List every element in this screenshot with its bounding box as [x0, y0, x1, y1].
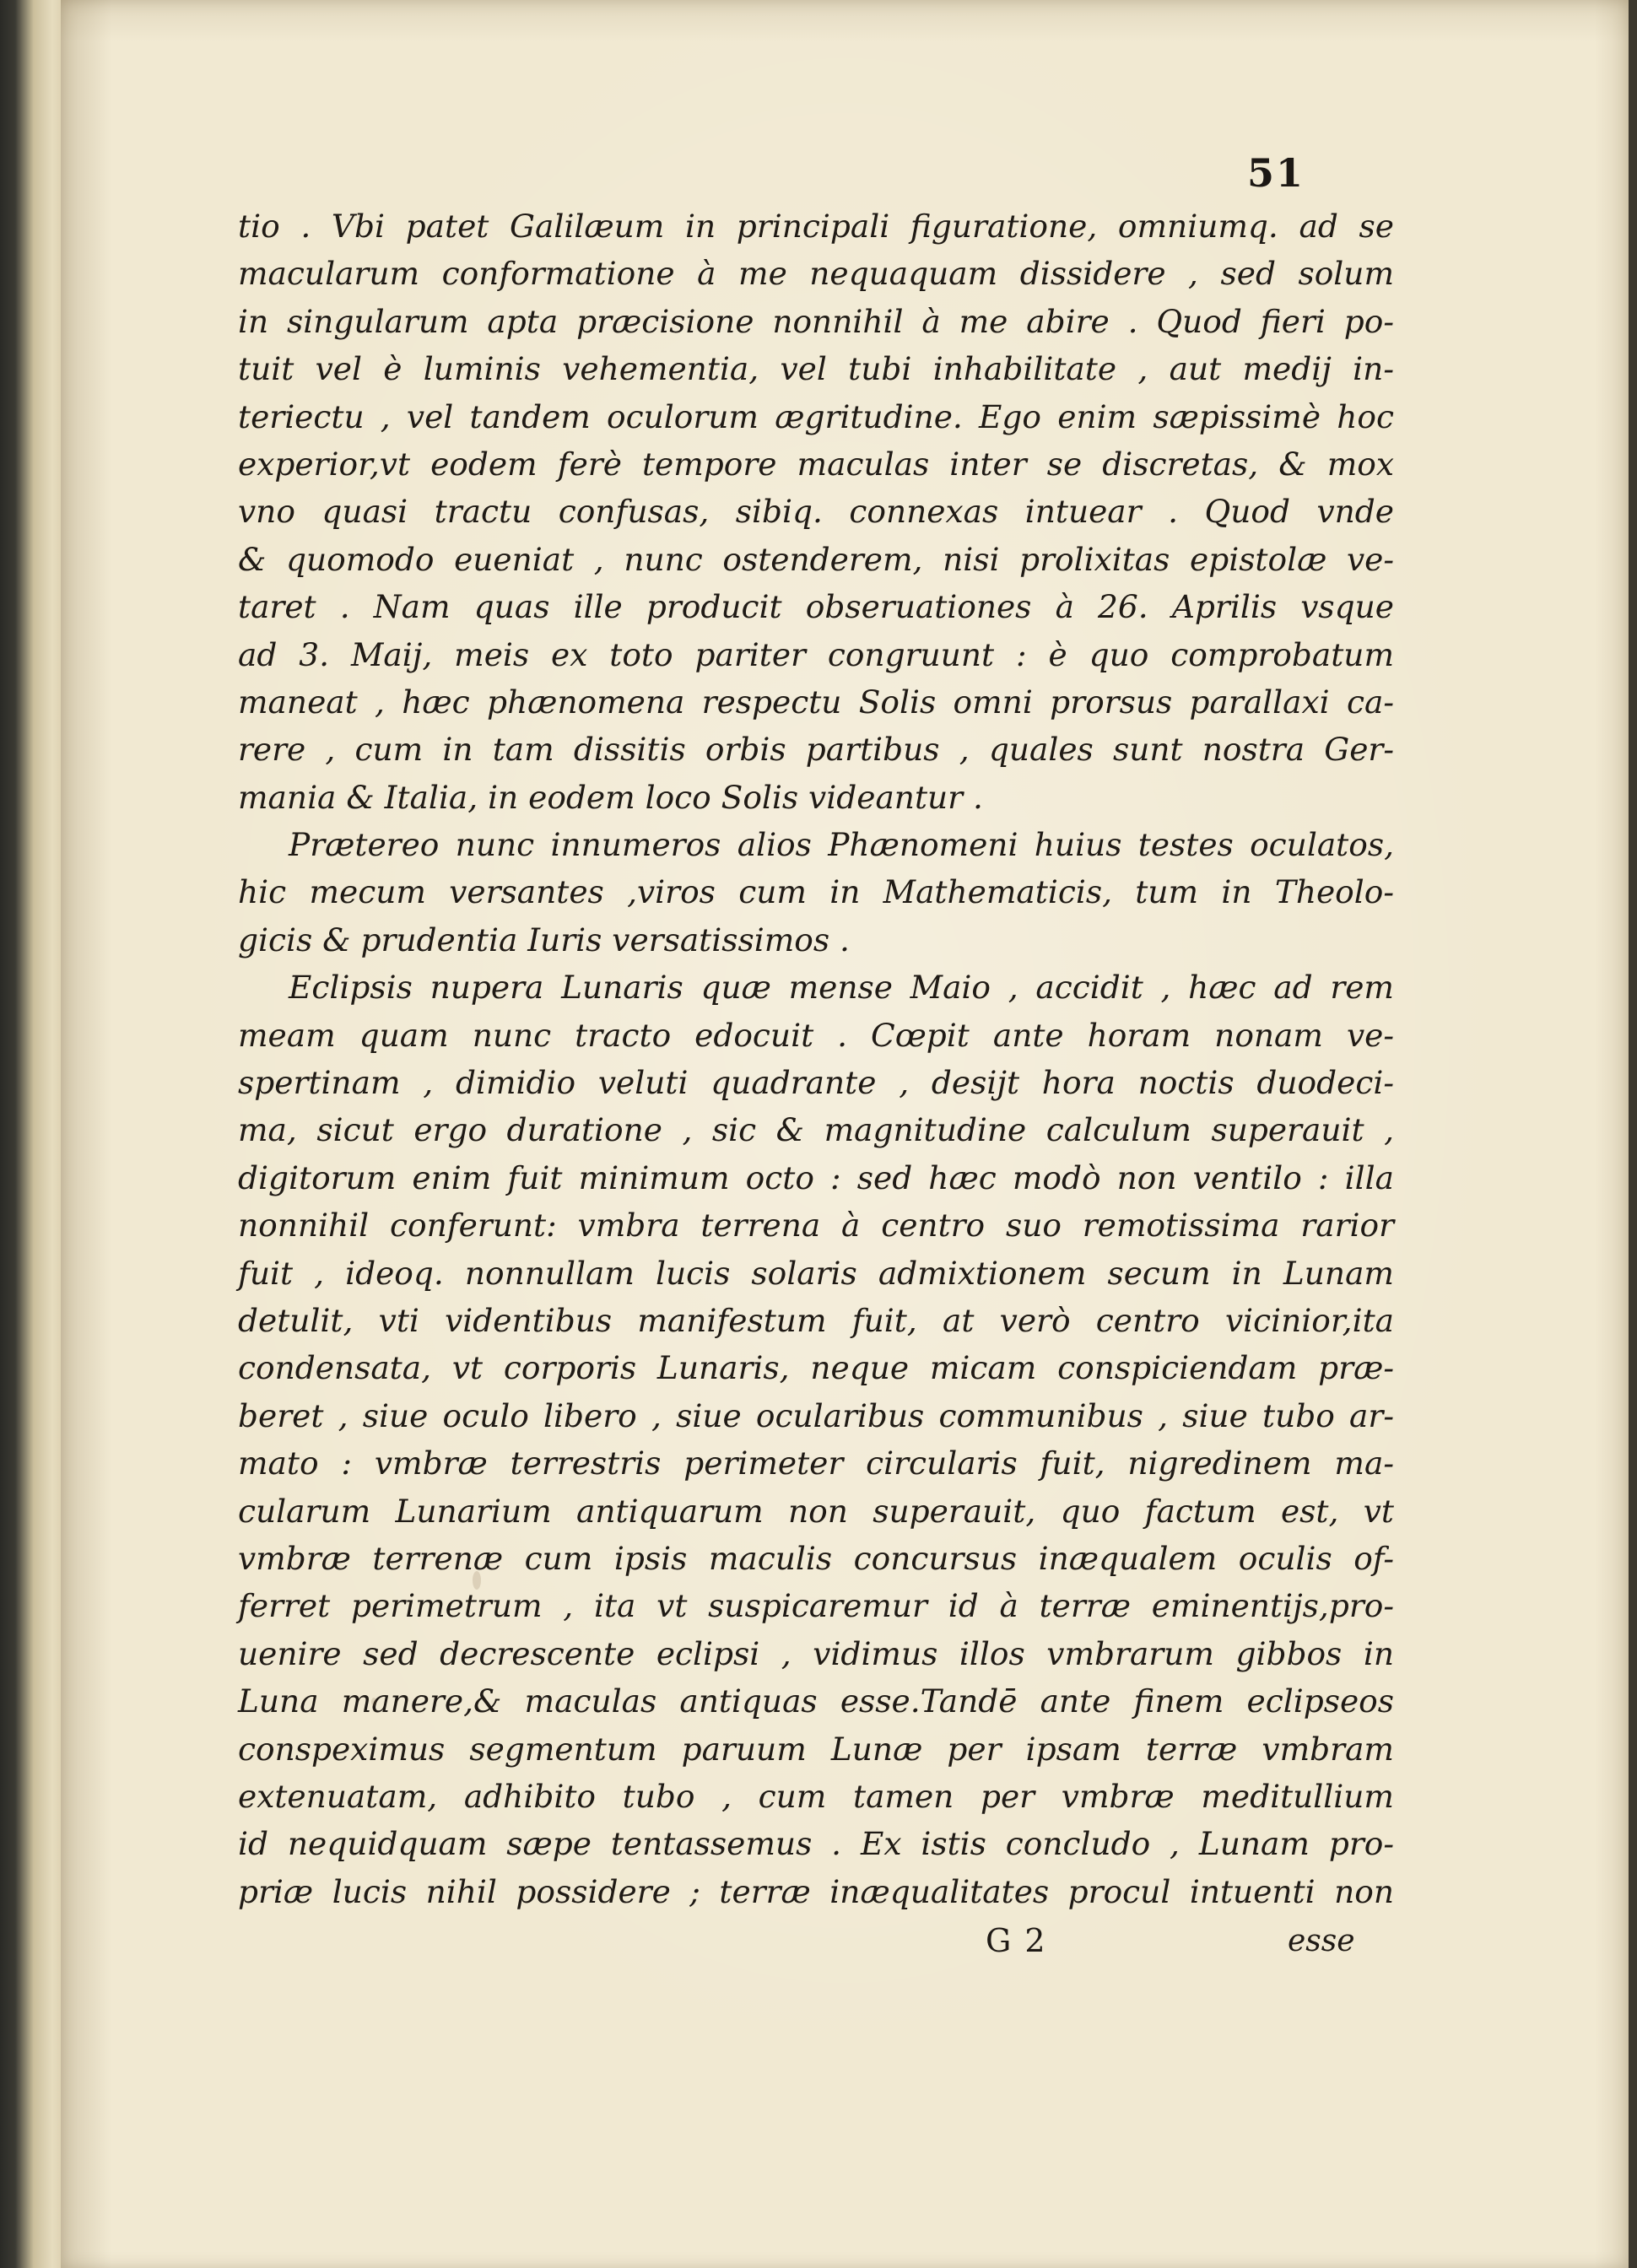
text-line: fuit , ideoq. nonnullam lucis solaris admixtionem secum in Lunam — [238, 1254, 1394, 1292]
body-text — [238, 202, 1394, 1915]
text-line: nonnihil conferunt: vmbra terrena à centro suo remotissima rarior — [238, 1207, 1394, 1245]
paper-stain — [371, 1698, 376, 1706]
text-line: spertinam , dimidio veluti quadrante , desijt hora noctis duodeci- — [238, 1064, 1394, 1102]
text-line: rere , cum in tam dissitis orbis partibus , quales sunt nostra Ger- — [238, 731, 1394, 769]
text-line: in singularum apta præcisione nonnihil à me abire . Quod fieri po- — [238, 302, 1394, 340]
text-line: vmbræ terrenæ cum ipsis maculis concursus inæqualem oculis of- — [238, 1539, 1394, 1577]
text-line: extenuatam, adhibito tubo , cum tamen per vmbræ meditullium — [238, 1777, 1394, 1815]
paragraph-first-line: Eclipsis nupera Lunaris quæ mense Maio , accidit , hæc ad rem — [289, 969, 1394, 1007]
page-edge-shadow — [1629, 0, 1637, 2268]
text-line: digitorum enim fuit minimum octo : sed hæc modò non ventilo : illa — [238, 1158, 1394, 1196]
text-line: ad 3. Maij, meis ex toto pariter congruunt : è quo comprobatum — [238, 635, 1394, 673]
text-line: meam quam nunc tracto edocuit . Cœpit ante horam nonam ve- — [238, 1016, 1394, 1054]
text-line: tio . Vbi patet Galilæum in principali figuratione, omniumq. ad se — [238, 208, 1394, 245]
text-line: conspeximus segmentum paruum Lunæ per ipsam terræ vmbram — [238, 1730, 1394, 1768]
text-line: beret , siue oculo libero , siue ocularibus communibus , siue tubo ar- — [238, 1396, 1394, 1434]
signature-mark: G 2 — [986, 1922, 1047, 1959]
text-line: gicis & prudentia Iuris versatissimos . — [238, 921, 850, 958]
text-line: hic mecum versantes ,viros cum in Mathematicis, tum in Theolo- — [238, 873, 1394, 911]
binding-gutter — [0, 0, 68, 2268]
text-line: ma, sicut ergo duratione , sic & magnitudine calculum superauit , — [238, 1111, 1394, 1149]
text-line: tuit vel è luminis vehementia, vel tubi inhabilitate , aut medij in- — [238, 350, 1394, 388]
catchword: esse — [1288, 1924, 1355, 1958]
text-line: macularum conformatione à me nequaquam dissidere , sed solum — [238, 255, 1394, 293]
text-line: & quomodo eueniat , nunc ostenderem, nisi prolixitas epistolæ ve- — [238, 540, 1394, 578]
text-line: cularum Lunarium antiquarum non superauit, quo factum est, vt — [238, 1492, 1394, 1530]
text-line: id nequidquam sæpe tentassemus . Ex istis concludo , Lunam pro- — [238, 1825, 1394, 1863]
text-line: vno quasi tractu confusas, sibiq. connexas intuear . Quod vnde — [238, 493, 1394, 531]
text-line: condensata, vt corporis Lunaris, neque micam conspiciendam præ- — [238, 1349, 1394, 1387]
paragraph-first-line: Prætereo nunc innumeros alios Phænomeni huius testes oculatos, — [289, 826, 1394, 864]
text-line: priæ lucis nihil possidere ; terræ inæqualitates procul intuenti non — [238, 1872, 1394, 1910]
text-line: teriectu , vel tandem oculorum ægritudine. Ego enim sæpissimè hoc — [238, 397, 1394, 435]
text-line: Luna manere,& maculas antiquas esse.Tandē ante finem eclipseos — [238, 1682, 1394, 1720]
text-line: uenire sed decrescente eclipsi , vidimus illos vmbrarum gibbos in — [238, 1634, 1394, 1672]
paper-stain — [473, 1571, 481, 1590]
text-line: maneat , hæc phænomena respectu Solis omni prorsus parallaxi ca- — [238, 683, 1394, 721]
text-line: mania & Italia, in eodem loco Solis videantur . — [238, 778, 983, 816]
text-line: experior,vt eodem ferè tempore maculas inter se discretas, & mox — [238, 445, 1394, 483]
text-line: detulit, vti videntibus manifestum fuit, at verò centro vicinior,ita — [238, 1301, 1394, 1339]
page-number: 51 — [1247, 150, 1305, 196]
text-line: ferret perimetrum , ita vt suspicaremur id à terræ eminentijs,pro- — [238, 1587, 1394, 1625]
text-line: mato : vmbræ terrestris perimeter circularis fuit, nigredinem ma- — [238, 1444, 1394, 1482]
text-line: taret . Nam quas ille producit obseruationes à 26. Aprilis vsque — [238, 588, 1394, 626]
